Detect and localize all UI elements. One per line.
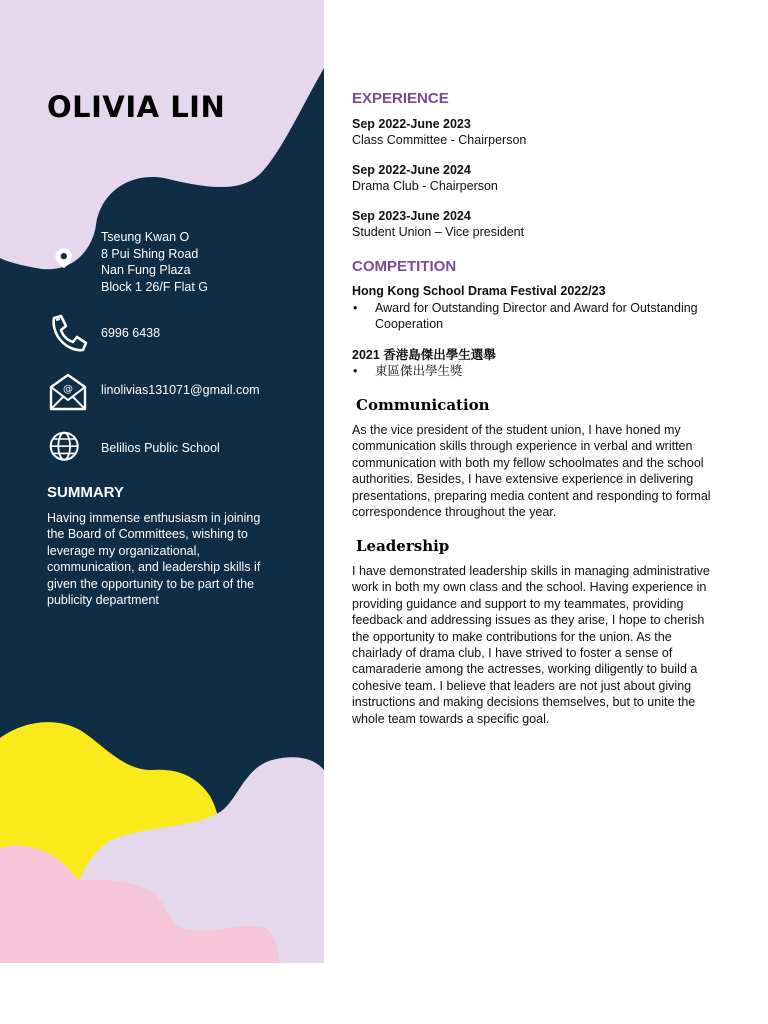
address-lines	[101, 229, 208, 295]
communication-section	[352, 396, 727, 520]
experience-item	[352, 116, 727, 148]
location-pin-icon	[54, 246, 82, 276]
mail-icon	[48, 372, 88, 412]
competition-heading: COMPETITION	[352, 258, 457, 275]
competition-award: • 東區傑出學生獎	[352, 363, 727, 379]
sidebar-background	[0, 0, 324, 963]
globe-icon	[48, 430, 84, 466]
communication-heading: Communication	[356, 396, 490, 414]
candidate-name: OLIVIA LIN	[47, 90, 226, 124]
experience-date: Sep 2022-June 2023	[352, 117, 471, 131]
experience-date: Sep 2023-June 2024	[352, 209, 471, 223]
communication-text: As the vice president of the student union, I have honed my communication skills through experience in verbal and written communication with both my fellow schoolmates and the school authorities. Besides, I have extensive experience in delivering presentations, preparing media content and responding to formal correspondence throughout the year.	[352, 423, 711, 520]
summary-heading: SUMMARY	[47, 484, 124, 501]
experience-role: Class Committee - Chairperson	[352, 133, 527, 147]
svg-text:@: @	[63, 384, 73, 395]
address-line-2: 8 Pui Shing Road	[101, 246, 199, 261]
experience-heading: EXPERIENCE	[352, 90, 449, 107]
leadership-section	[352, 537, 727, 727]
phone-number: 6996 6438	[101, 326, 161, 340]
school-name: Belilios Public School	[101, 441, 220, 455]
experience-item	[352, 162, 727, 194]
experience-item	[352, 208, 727, 240]
competition-title: Hong Kong School Drama Festival 2022/23	[352, 284, 606, 298]
competition-item	[352, 347, 727, 379]
experience-section	[352, 90, 727, 240]
competition-award: • Award for Outstanding Director and Award for Outstanding Cooperation	[352, 300, 727, 333]
leadership-heading: Leadership	[356, 537, 450, 555]
experience-role: Student Union – Vice president	[352, 225, 525, 239]
address-line-1: Tseung Kwan O	[101, 230, 190, 244]
phone-icon	[48, 314, 88, 354]
competition-section	[352, 258, 727, 379]
summary-text: Having immense enthusiasm in joining the Board of Committees, wishing to leverage my organizational, communication, and leadership skills if given the opportunity to be part of the publicity department	[47, 511, 261, 608]
competition-item	[352, 283, 727, 333]
competition-title: 2021 香港島傑出學生選舉	[352, 347, 496, 362]
leadership-text: I have demonstrated leadership skills in managing administrative work in both my own class and the school. Having experience in providing guidance and support to my teammates, providing feedback and addressing issues as they arise, I hope to cherish the opportunity to make contributions for the union. As the chairlady of drama club, I have strived to foster a sense of camaraderie among the actresses, working diligently to build a cohesive team. I believe that leaders are not just about giving instructions and making decisions themselves, but to unite the whole team towards a specific goal.	[352, 564, 710, 726]
address-line-3: Nan Fung Plaza	[101, 263, 191, 277]
experience-role: Drama Club - Chairperson	[352, 179, 498, 193]
experience-date: Sep 2022-June 2024	[352, 163, 471, 177]
address-line-4: Block 1 26/F Flat G	[101, 279, 208, 294]
email-address[interactable]: linolivias131071@gmail.com	[101, 383, 260, 397]
